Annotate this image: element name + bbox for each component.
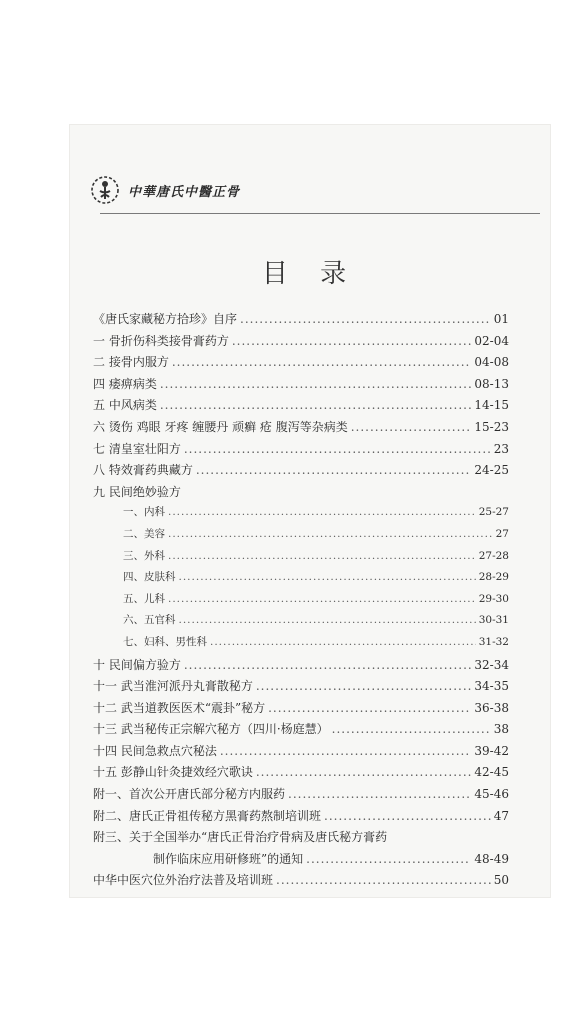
toc-dot-leader xyxy=(256,679,472,693)
toc-dot-leader xyxy=(160,398,472,412)
toc-dot-leader xyxy=(306,852,471,866)
toc-page-number: 27 xyxy=(495,527,509,540)
toc-entry[interactable] xyxy=(93,871,509,893)
toc-dot-leader xyxy=(168,506,476,518)
toc-entry-label: 二、美容 xyxy=(123,527,165,540)
toc-title: 目 录 xyxy=(261,259,359,289)
toc-entry[interactable] xyxy=(93,418,509,440)
toc-entry-label: 八 特效膏药典藏方 xyxy=(93,463,193,478)
toc-entry[interactable] xyxy=(93,720,509,742)
toc-dot-leader xyxy=(240,312,491,326)
toc-page-number: 34-35 xyxy=(474,679,509,694)
toc-dot-leader xyxy=(232,334,472,348)
toc-page-number: 27-28 xyxy=(478,549,509,562)
toc-subentry[interactable] xyxy=(93,526,509,548)
toc-page-number: 08-13 xyxy=(474,376,509,391)
toc-page-number: 36-38 xyxy=(474,700,509,715)
toc-entry-label: 九 民间绝妙验方 xyxy=(93,484,181,499)
toc-dot-leader xyxy=(256,765,472,779)
toc-page-number: 23 xyxy=(493,441,509,456)
toc-entry[interactable] xyxy=(93,828,509,850)
toc-entry-label: 附一、首次公开唐氏部分秘方内服药 xyxy=(93,787,286,802)
toc-dot-leader xyxy=(179,571,476,583)
toc-subentry[interactable] xyxy=(93,612,509,634)
toc-dot-leader xyxy=(172,355,472,369)
toc-entry[interactable] xyxy=(93,353,509,375)
toc-entry-label: 附二、唐氏正骨祖传秘方黑膏药熬制培训班 xyxy=(93,808,322,823)
toc-page-number: 50 xyxy=(493,873,509,888)
toc-dot-leader xyxy=(332,722,491,736)
toc-entry[interactable] xyxy=(93,332,509,354)
header-title: 中華唐氏中醫正骨 xyxy=(128,184,241,200)
toc-entry-label: 一 骨折伤科类接骨膏药方 xyxy=(93,333,229,348)
toc-subentry[interactable] xyxy=(93,548,509,570)
toc-page-number: 02-04 xyxy=(474,333,509,348)
toc-dot-leader xyxy=(276,873,491,887)
toc-entry-label: 四 痿痹病类 xyxy=(93,376,157,391)
toc-entry-label: 二 接骨内服方 xyxy=(93,355,169,370)
toc-subentry[interactable] xyxy=(93,634,509,656)
toc-entry-label: 十二 武当道教医医术“震卦”秘方 xyxy=(93,700,266,715)
toc-entry[interactable] xyxy=(93,375,509,397)
document-page xyxy=(70,125,550,897)
toc-page-number: 42-45 xyxy=(474,765,509,780)
toc-page-number: 38 xyxy=(493,722,509,737)
toc-dot-leader xyxy=(168,593,476,605)
toc-entry-label: 《唐氏家藏秘方拾珍》自序 xyxy=(93,312,238,326)
toc-entry[interactable] xyxy=(93,483,509,505)
toc-dot-leader xyxy=(351,420,472,434)
toc-entry-label: 中华中医穴位外治疗法普及培训班 xyxy=(93,873,274,888)
toc-page-number: 32-34 xyxy=(474,657,509,672)
toc-entry-label: 十五 彭静山针灸捷效经穴歌诀 xyxy=(93,765,253,780)
toc-page-number: 15-23 xyxy=(474,419,509,434)
tang-clinic-logo-icon xyxy=(90,175,120,205)
toc-entry-label: 六 烫伤 鸡眼 牙疼 缠腰丹 顽癣 疮 腹泻等杂病类 xyxy=(93,419,348,434)
toc-page-number: 45-46 xyxy=(474,787,509,802)
toc-page-number: 48-49 xyxy=(474,851,509,866)
toc-dot-leader xyxy=(220,744,472,758)
toc-entry-label: 六、五官科 xyxy=(123,614,176,627)
toc-entry[interactable] xyxy=(93,461,509,483)
toc-entry-label: 十 民间偏方验方 xyxy=(93,657,181,672)
toc-page-number: 31-32 xyxy=(478,635,509,648)
toc-entry-label: 三、外科 xyxy=(123,549,165,562)
toc-page-number: 24-25 xyxy=(474,463,509,478)
toc-entry[interactable] xyxy=(93,310,509,332)
toc-entry-label: 四、皮肤科 xyxy=(123,571,176,584)
toc-entry-label: 十一 武当淮河派丹丸膏散秘方 xyxy=(93,679,253,694)
toc-entry-label: 七 清皇室壮阳方 xyxy=(93,441,181,456)
toc-entry-label: 一、内科 xyxy=(123,506,165,519)
toc-dot-leader xyxy=(168,550,476,562)
header-divider xyxy=(100,213,540,214)
toc-page-number: 30-31 xyxy=(478,614,509,627)
toc-page-number: 25-27 xyxy=(478,506,509,519)
toc-dot-leader xyxy=(160,377,472,391)
toc-entry[interactable] xyxy=(93,699,509,721)
toc-entry[interactable] xyxy=(93,742,509,764)
toc-page-number: 04-08 xyxy=(474,355,509,370)
toc-entry[interactable] xyxy=(93,850,509,872)
page-header xyxy=(90,175,240,205)
toc-subentry[interactable] xyxy=(93,591,509,613)
toc-subentry[interactable] xyxy=(93,569,509,591)
toc-entry-label: 七、妇科、男性科 xyxy=(123,635,207,648)
toc-entry-label: 五 中风病类 xyxy=(93,398,157,413)
toc-entry[interactable] xyxy=(93,785,509,807)
toc-dot-leader xyxy=(324,809,491,823)
toc-entry-label: 十三 武当秘传正宗解穴秘方（四川·杨庭慧） xyxy=(93,722,329,737)
toc-entry-label: 制作临床应用研修班”的通知 xyxy=(153,851,304,866)
toc-entry[interactable] xyxy=(93,763,509,785)
toc-entry[interactable] xyxy=(93,656,509,678)
toc-page-number: 29-30 xyxy=(478,592,509,605)
toc-dot-leader xyxy=(168,528,493,540)
toc-entry-label: 十四 民间急救点穴秘法 xyxy=(93,743,217,758)
toc-page-number: 01 xyxy=(493,312,509,326)
toc-entry[interactable] xyxy=(93,807,509,829)
toc-dot-leader xyxy=(288,787,471,801)
toc-dot-leader xyxy=(210,636,476,648)
table-of-contents xyxy=(93,310,509,893)
toc-page-number: 47 xyxy=(493,808,509,823)
toc-dot-leader xyxy=(268,701,471,715)
toc-page-number: 28-29 xyxy=(478,571,509,584)
toc-entry[interactable] xyxy=(93,396,509,418)
toc-entry[interactable] xyxy=(93,440,509,462)
toc-subentry[interactable] xyxy=(93,504,509,526)
toc-entry-label: 五、儿科 xyxy=(123,592,165,605)
toc-page-number: 39-42 xyxy=(474,743,509,758)
toc-dot-leader xyxy=(184,658,472,672)
toc-dot-leader xyxy=(196,463,472,477)
toc-entry[interactable] xyxy=(93,677,509,699)
toc-dot-leader xyxy=(179,614,476,626)
toc-dot-leader xyxy=(184,442,491,456)
toc-entry-label: 附三、关于全国举办“唐氏正骨治疗骨病及唐氏秘方膏药 xyxy=(93,830,388,845)
toc-page-number: 14-15 xyxy=(474,398,509,413)
